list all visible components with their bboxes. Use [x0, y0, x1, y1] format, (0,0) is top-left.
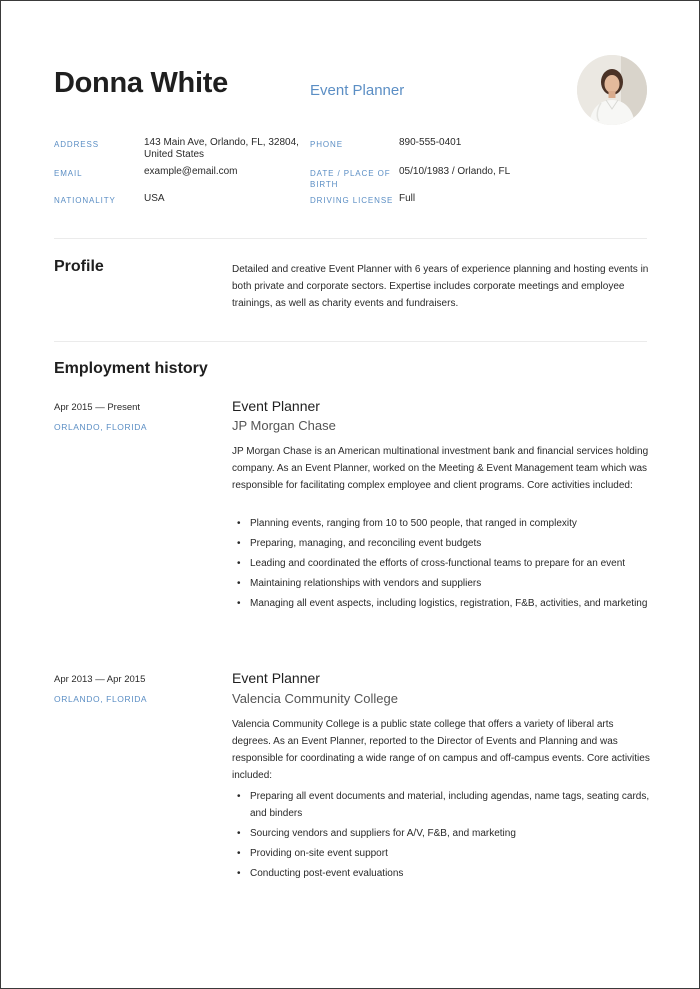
job-bullet: • Providing on-site event support — [232, 845, 650, 862]
job-company: JP Morgan Chase — [232, 418, 336, 433]
job-bullet: • Sourcing vendors and suppliers for A/V, F&B, and marketing — [232, 825, 650, 842]
dob-value: 05/10/1983 / Orlando, FL — [399, 166, 511, 177]
job-dates: Apr 2015 — Present — [54, 402, 141, 413]
job-location: ORLANDO, FLORIDA — [54, 694, 148, 704]
job-bullet: • Managing all event aspects, including logistics, registration, F&B, activities, and marketing — [232, 595, 650, 612]
job-title: Event Planner — [232, 670, 320, 686]
nationality-label: NATIONALITY — [54, 196, 116, 205]
job-title: Event Planner — [232, 398, 320, 414]
email-value: example@email.com — [144, 166, 238, 177]
job-description: Valencia Community College is a public state college that offers a variety of liberal arts degrees. As an Event Planner, reported to the Director of Events and Planning and was responsible for coordinating a wide range of on campus and off-campus events. Core activities included: — [232, 719, 650, 781]
address-value: 143 Main Ave, Orlando, FL, 32804, United States — [144, 137, 299, 160]
job-bullets — [232, 788, 650, 885]
nationality-value: USA — [144, 193, 165, 204]
candidate-name: Donna White — [54, 67, 228, 99]
address-label: ADDRESS — [54, 140, 99, 149]
phone-value: 890-555-0401 — [399, 137, 462, 148]
divider — [54, 238, 647, 239]
phone-label: PHONE — [310, 140, 343, 149]
license-value: Full — [399, 193, 416, 204]
job-description: JP Morgan Chase is an American multinational investment bank and financial services holding company. As an Event Planner, worked on the Meeting & Event Management team which was responsible for facilitating complex employee and client programs. Core activities included: — [232, 446, 649, 491]
email-label: EMAIL — [54, 169, 83, 178]
job-bullet: • Leading and coordinated the efforts of cross-functional teams to prepare for an event — [232, 555, 650, 572]
job-company: Valencia Community College — [232, 691, 398, 706]
job-bullet: • Maintaining relationships with vendors and suppliers — [232, 575, 650, 592]
candidate-job-title: Event Planner — [310, 82, 405, 99]
profile-photo — [577, 55, 647, 125]
job-bullet: • Preparing all event documents and material, including agendas, name tags, seating cards, and binders — [232, 788, 650, 822]
dob-label: DATE / PLACE OF BIRTH — [310, 169, 391, 189]
job-location: ORLANDO, FLORIDA — [54, 422, 148, 432]
divider — [54, 341, 647, 342]
license-label: DRIVING LICENSE — [310, 196, 394, 205]
profile-photo-image — [577, 55, 647, 125]
job-bullet: • Conducting post-event evaluations — [232, 865, 650, 882]
job-bullet: • Planning events, ranging from 10 to 500 people, that ranged in complexity — [232, 515, 650, 532]
employment-section-title: Employment history — [54, 360, 208, 377]
job-dates: Apr 2013 — Apr 2015 — [54, 674, 146, 685]
job-bullet: • Preparing, managing, and reconciling event budgets — [232, 535, 650, 552]
profile-text: Detailed and creative Event Planner with 6 years of experience planning and hosting events in both private and corporate sectors. Expertise includes corporate meetings and employee trainings, as well as charity events and fundraisers. — [232, 264, 649, 309]
profile-section-title: Profile — [54, 258, 104, 275]
job-bullets — [232, 515, 650, 615]
